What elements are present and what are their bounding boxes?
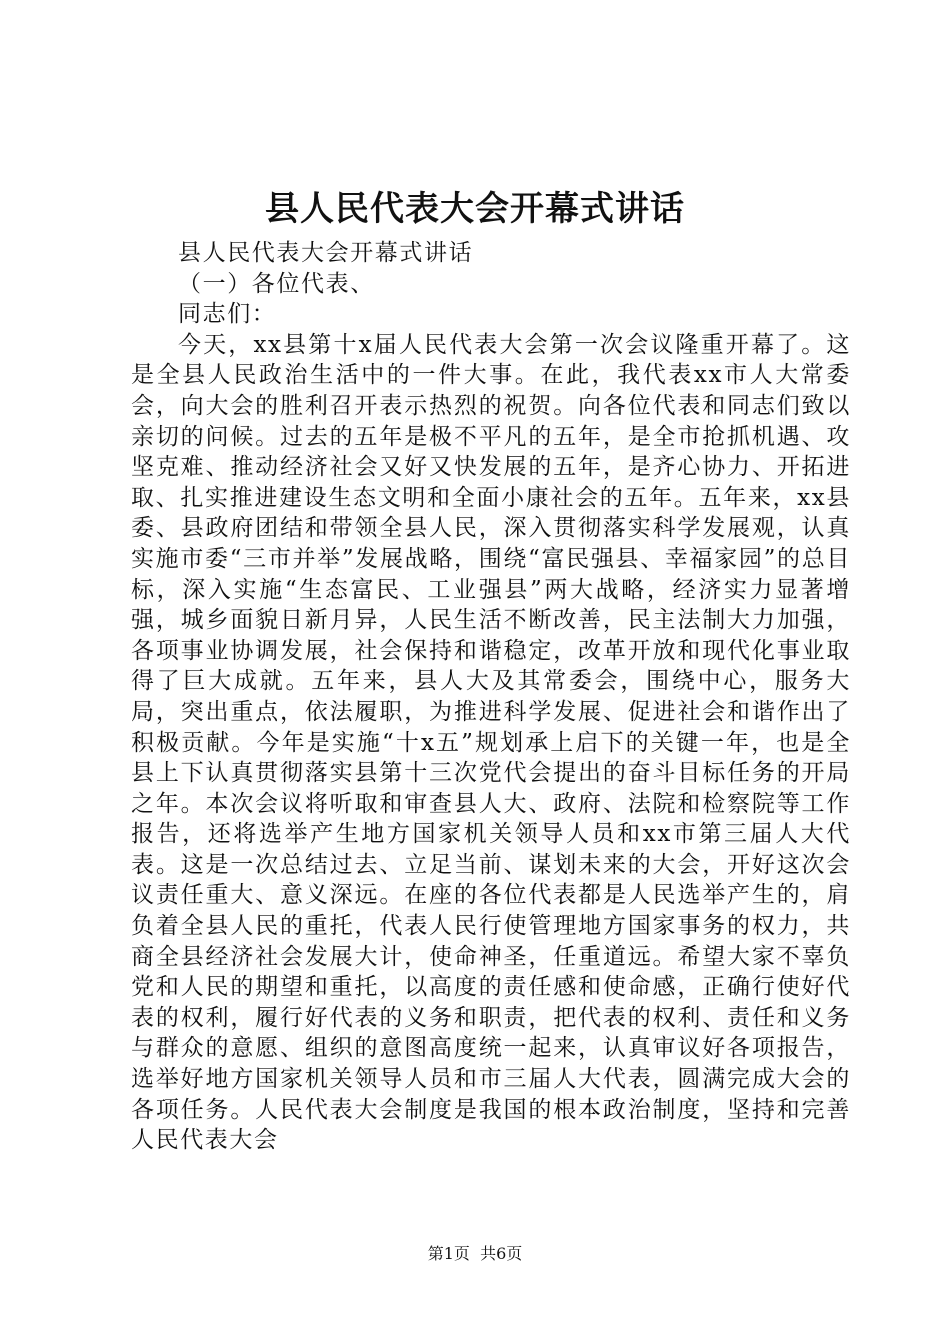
paragraph-heading: 县人民代表大会开幕式讲话 xyxy=(178,240,474,266)
page-footer xyxy=(0,1243,950,1265)
document-title: 县人民代表大会开幕式讲话 xyxy=(265,189,685,229)
document-body xyxy=(131,238,851,1156)
paragraph-salutation: 同志们： xyxy=(178,301,277,328)
paragraph-main: 今天，xx县第十x届人民代表大会第一次会议隆重开幕了。这是全县人民政治生活中的一件大事。在此，我代表xx市人大常委会，向大会的胜利召开表示热烈的祝贺。向各位代表和同志们致以亲切的问候。过去的五年是极不平凡的五年，是全市抢抓机遇、攻坚克难、推动经济社会又好又快发展的五年，是齐心协力、开拓进取、扎实推进建设生态文明和全面小康社会的五年。五年来，xx县委、县政府团结和带领全县人民，深入贯彻落实科学发展观，认真实施市委“三市并举”发展战略，围绕“富民强县、幸福家园”的总目标，深入实施“生态富民、工业强县”两大战略，经济实力显著增强，城乡面貌日新月异，人民生活不断改善，民主法制大力加强，各项事业协调发展，社会保持和谐稳定，改革开放和现代化事业取得了巨大成就。五年来，县人大及其常委会，围绕中心，服务大局，突出重点，依法履职，为推进科学发展、促进社会和谐作出了积极贡献。今年是实施“十x五”规划承上启下的关键一年，也是全县上下认真贯彻落实县第十三次党代会提出的奋斗目标任务的开局之年。本次会议将听取和审查县人大、政府、法院和检察院等工作报告，还将选举产生地方国家机关领导人员和xx市第三届人大代表。这是一次总结过去、立足当前、谋划未来的大会，开好这次会议责任重大、意义深远。在座的各位代表都是人民选举产生的，肩负着全县人民的重托，代表人民行使管理地方国家事务的权力，共商全县经济社会发展大计，使命神圣，任重道远。希望大家不辜负党和人民的期望和重托，以高度的责任感和使命感，正确行使好代表的权利，履行好代表的义务和职责，把代表的权利、责任和义务与群众的意愿、组织的意图高度统一起来，认真审议好各项报告，选举好地方国家机关领导人员和市三届人大代表，圆满完成大会的各项任务。人民代表大会制度是我国的根本政治制度，坚持和完善人民代表大会 xyxy=(131,331,851,1154)
paragraph-section: （一）各位代表、 xyxy=(178,270,375,297)
page-number: 第1页 xyxy=(427,1244,470,1263)
page-total: 共6页 xyxy=(480,1244,523,1263)
